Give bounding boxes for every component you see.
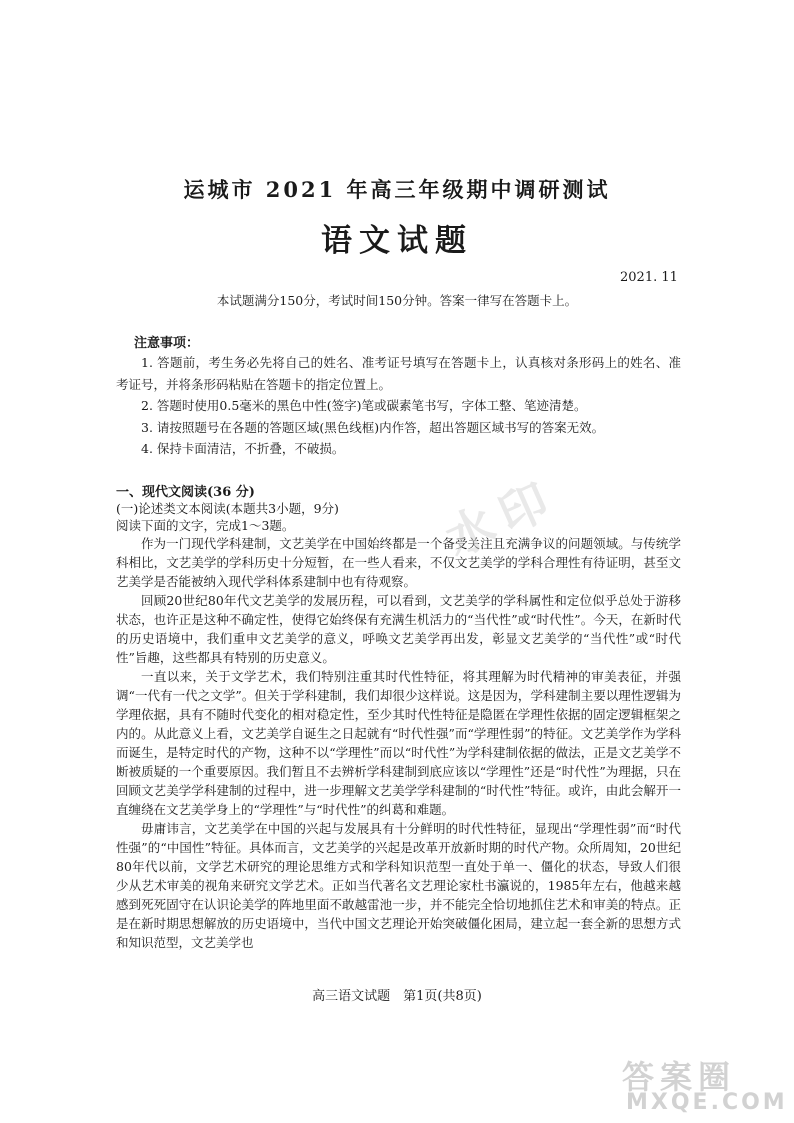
page-footer: 高三语文试题 第1页(共8页) (312, 989, 482, 1004)
passage-paragraph: 作为一门现代学科建制，文艺美学在中国始终都是一个备受关注且充满争议的问题领域。与传统学科相比，文艺美学的学科历史十分短暂，在一些人看来，不仅文艺美学的学科合理性有待证明，甚至文艺美学是否能被纳入现代学科体系建制中也有待观察。 (116, 536, 681, 589)
exam-title: 运城市 2021 年高三年级期中调研测试 (183, 177, 611, 202)
score-note: 本试题满分150分，考试时间150分钟。答案一律写在答题卡上。 (216, 293, 578, 308)
reading-instruction: 阅读下面的文字，完成1～3题。 (116, 518, 295, 533)
passage-paragraph: 回顾20世纪80年代文艺美学的发展历程，可以看到，文艺美学的学科属性和定位似乎总处于游移状态，也许正是这种不确定性，使得它始终保有充满生机活力的“当代性”或“时代性”。今天，在新时代的历史语境中，我们重申文艺美学的意义，呼唤文艺美学再出发，彰显文艺美学的“当代性”或“时代性”旨趣，这些都具有特别的历史意义。 (116, 593, 681, 665)
logo-domain: MXQE.COM (626, 1090, 788, 1115)
note-item: 2. 答题时使用0.5毫米的黑色中性(签字)笔或碳素笔书写，字体工整、笔迹清楚。 (141, 398, 587, 413)
watermark-stamp: 水印 (437, 469, 567, 568)
reading-passage (116, 534, 681, 952)
notes-list (116, 352, 681, 460)
note-item: 3. 请按照题号在各题的答题区域(黑色线框)内作答，超出答题区域书写的答案无效。 (141, 419, 605, 435)
section-title: 一、现代文阅读(36 分) (116, 485, 255, 500)
logo-text: 答案圈 (622, 1058, 737, 1096)
exam-date: 2021. 11 (620, 270, 678, 285)
passage-paragraph: 一直以来，关于文学艺术，我们特别注重其时代性特征，将其理解为时代精神的审美表征，并强调“一代有一代之文学”。但关于学科建制，我们却很少这样说。这是因为，学科建制主要以理性逻辑为学理依据，具有不随时代变化的相对稳定性，至少其时代性特征是隐匿在学理性依据的固定逻辑框架之内的。从此意义上看，文艺美学自诞生之日起就有“时代性强”而“学理性弱”的特征。文艺美学作为学科而诞生，是特定时代的产物，这种不以“学理性”而以“时代性”为学科建制依据的做法，正是文艺美学不断被质疑的一个重要原因。我们暂且不去辨析学科建制到底应该以“学理性”还是“时代性”为理据，只在回顾文艺美学学科建制的过程中，进一步理解文艺美学学科建制的“时代性”特征。或许，由此会解开一直缠绕在文艺美学身上的“学理性”与“时代性”的纠葛和难题。 (116, 669, 681, 817)
notes-title: 注意事项： (134, 336, 200, 351)
site-logo (622, 1052, 788, 1118)
subject-title: 语文试题 (321, 223, 473, 259)
note-item: 1. 答题前，考生务必先将自己的姓名、准考证号填写在答题卡上，认真核对条形码上的姓名、准考证号，并将条形码粘贴在答题卡的指定位置上。 (116, 355, 681, 392)
note-item: 4. 保持卡面清洁，不折叠，不破损。 (141, 441, 345, 456)
subsection-title: (一)论述类文本阅读(本题共3小题，9分) (116, 501, 339, 516)
passage-paragraph: 毋庸讳言，文艺美学在中国的兴起与发展具有十分鲜明的时代性特征，显现出“学理性弱”而“时代性强”的“中国性”特征。具体而言，文艺美学的兴起是改革开放新时期的时代产物。众所周知，20世纪80年代以前，文学艺术研究的理论思维方式和学科知识范型一直处于单一、僵化的状态，导致人们很少从艺术审美的视角来研究文学艺术。正如当代著名文艺理论家杜书瀛说的，1985年左右，他越来越感到死死固守在认识论美学的阵地里面不敢越雷池一步，并不能完全恰切地抓住艺术和审美的特点。正是在新时期思想解放的历史语境中，当代中国文艺理论开始突破僵化困局，建立起一套全新的思想方式和知识范型，文艺美学也 (116, 821, 681, 950)
